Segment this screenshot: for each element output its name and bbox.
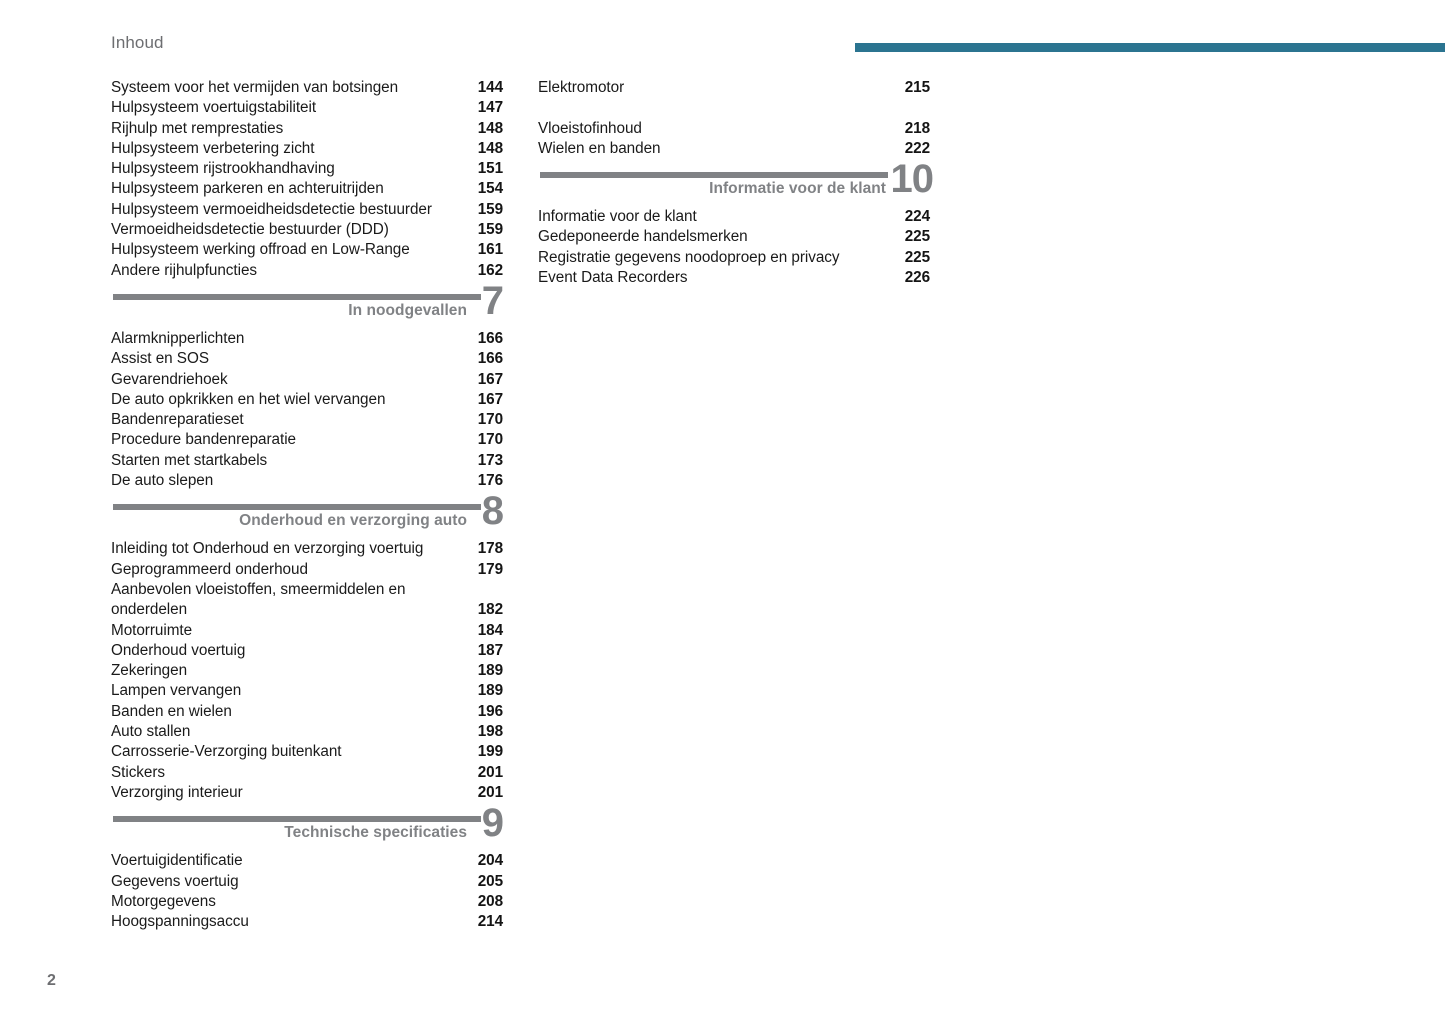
toc-entry-label: Systeem voor het vermijden van botsingen [111, 79, 399, 96]
toc-entry[interactable] [111, 471, 503, 491]
toc-entry-label: Hulpsysteem werking offroad en Low-Range [111, 241, 410, 259]
toc-entry-page-number: 199 [477, 743, 503, 761]
toc-entry-page-number: 201 [477, 763, 503, 781]
toc-entry-page-number: 151 [477, 160, 503, 178]
toc-entry-label: De auto opkrikken en het wiel vervangen [111, 390, 386, 408]
toc-entry[interactable] [111, 159, 503, 179]
header-accent-bar [855, 43, 1445, 52]
toc-lead-entries-right-2 [538, 119, 930, 160]
chapter-title: In noodgevallen [348, 301, 467, 319]
toc-entry-label: Alarmknipperlichten [111, 329, 245, 347]
toc-entry-page-number: 208 [477, 892, 503, 910]
page-header [0, 0, 1445, 58]
toc-entry-page-number: 148 [477, 119, 503, 137]
toc-entry[interactable] [111, 763, 503, 783]
chapter-title: Technische specificaties [284, 824, 467, 842]
toc-entry-page-number: 166 [477, 329, 503, 347]
chapter-rule [540, 172, 888, 178]
toc-entry[interactable] [111, 78, 503, 98]
toc-entry-label: Hoogspanningsaccu [111, 913, 249, 931]
toc-entry[interactable] [111, 200, 503, 220]
toc-entry-label: Gedeponeerde handelsmerken [538, 228, 748, 246]
toc-entry-label: Lampen vervangen [111, 682, 242, 700]
toc-entry-label: Gevarendriehoek [111, 370, 228, 388]
toc-entry-page-number: 196 [477, 702, 503, 720]
toc-entry-label: Motorruimte [111, 621, 193, 639]
toc-entry[interactable] [111, 119, 503, 139]
chapter-header [111, 803, 503, 851]
toc-entry-label: Inleiding tot Onderhoud en verzorging voertuig [111, 540, 424, 558]
toc-entry-page-number: 224 [904, 208, 930, 226]
toc-entry-label: Assist en SOS [111, 350, 209, 368]
chapter-header [538, 157, 933, 207]
toc-chapters-right [538, 157, 933, 288]
toc-entry-page-number: 144 [477, 79, 503, 96]
toc-entry[interactable] [111, 390, 503, 410]
toc-entry[interactable] [538, 78, 930, 98]
toc-entry[interactable] [111, 641, 503, 661]
page-title: Inhoud [111, 33, 164, 52]
column-gap-spacer [538, 98, 930, 118]
toc-entry-label: onderdelen [111, 601, 188, 619]
toc-entry-page-number: 198 [477, 723, 503, 741]
toc-entry[interactable] [111, 560, 503, 580]
toc-entry[interactable] [111, 98, 503, 118]
toc-entry-page-number: 189 [477, 682, 503, 700]
toc-entry-page-number: 189 [477, 662, 503, 680]
toc-entry-label: Gegevens voertuig [111, 872, 239, 890]
toc-entry-page-number: 214 [477, 913, 503, 931]
toc-lead-entries-left [111, 78, 503, 281]
toc-entry-label: Verzorging interieur [111, 783, 243, 801]
toc-entry-page-number: 178 [477, 540, 503, 558]
toc-entry[interactable] [538, 139, 930, 159]
toc-column-left [111, 78, 503, 932]
toc-entry[interactable] [111, 580, 503, 600]
toc-entry-page-number: 184 [477, 621, 503, 639]
chapter-rule [113, 294, 481, 300]
toc-entry[interactable] [538, 248, 930, 268]
chapter-number: 9 [481, 801, 503, 846]
toc-entry[interactable] [538, 268, 930, 288]
toc-entry-label: Banden en wielen [111, 702, 232, 720]
toc-entry[interactable] [111, 702, 503, 722]
toc-entry-page-number: 161 [477, 241, 503, 259]
toc-entry-page-number: 179 [477, 560, 503, 578]
toc-entry-page-number: 215 [904, 79, 930, 96]
toc-entry[interactable] [111, 349, 503, 369]
toc-entry[interactable] [111, 783, 503, 803]
toc-entry-page-number: 173 [477, 451, 503, 469]
toc-entry[interactable] [111, 722, 503, 742]
chapter-title: Informatie voor de klant [709, 180, 886, 198]
toc-entry[interactable] [111, 410, 503, 430]
chapter-title: Onderhoud en verzorging auto [239, 512, 467, 530]
toc-entry-page-number: 162 [477, 261, 503, 279]
toc-entry-label: Elektromotor [538, 79, 625, 96]
toc-entry-label: Carrosserie-Verzorging buitenkant [111, 743, 342, 761]
toc-entry-page-number: 182 [477, 601, 503, 619]
toc-entry-label: Motorgegevens [111, 892, 216, 910]
chapter-number: 7 [481, 278, 503, 323]
toc-entry-page-number: 167 [477, 370, 503, 388]
toc-entry-page-number: 159 [477, 200, 503, 218]
toc-entry[interactable] [111, 139, 503, 159]
toc-entry-page-number: 170 [477, 431, 503, 449]
toc-entry-label: Hulpsysteem verbetering zicht [111, 139, 315, 157]
toc-entry-label: Vermoeidheidsdetectie bestuurder (DDD) [111, 221, 389, 239]
chapter-header [111, 491, 503, 539]
toc-entry-label: Onderhoud voertuig [111, 641, 246, 659]
toc-entry[interactable] [538, 119, 930, 139]
toc-entry-label: Auto stallen [111, 723, 191, 741]
toc-entry-label: Hulpsysteem vermoeidheidsdetectie bestuurder [111, 200, 432, 218]
toc-chapters-left [111, 278, 503, 932]
toc-lead-entries-right-1 [538, 78, 930, 98]
toc-entry-page-number: 201 [477, 783, 503, 801]
toc-entry[interactable] [111, 179, 503, 199]
chapter-rule [113, 816, 481, 822]
toc-entry-label: Bandenreparatieset [111, 411, 244, 429]
toc-entry[interactable] [111, 912, 503, 932]
toc-entry-page-number: 204 [477, 852, 503, 870]
toc-entry-label: Hulpsysteem parkeren en achteruitrijden [111, 180, 384, 198]
chapter-entry-list [111, 539, 503, 803]
toc-entry[interactable] [111, 430, 503, 450]
toc-entry-label: Vloeistofinhoud [538, 119, 642, 137]
toc-entry-label: Event Data Recorders [538, 269, 688, 287]
toc-entry-label: Procedure bandenreparatie [111, 431, 296, 449]
toc-entry-label: Hulpsysteem rijstrookhandhaving [111, 160, 335, 178]
toc-entry[interactable] [111, 240, 503, 260]
toc-entry-page-number: 218 [904, 119, 930, 137]
chapter-number: 8 [481, 489, 503, 534]
toc-entry-label: Wielen en banden [538, 139, 661, 157]
toc-entry-page-number: 148 [477, 139, 503, 157]
toc-entry[interactable] [111, 539, 503, 559]
toc-entry[interactable] [111, 851, 503, 871]
toc-entry-label: Andere rijhulpfuncties [111, 261, 258, 279]
chapter-rule [113, 504, 481, 510]
toc-entry[interactable] [111, 370, 503, 390]
toc-entry-label: Voertuigidentificatie [111, 852, 243, 870]
toc-entry-page-number: 176 [477, 472, 503, 490]
toc-entry-label: Stickers [111, 763, 165, 781]
toc-entry[interactable] [111, 220, 503, 240]
toc-entry-label: Registratie gegevens noodoproep en privacy [538, 248, 840, 266]
toc-entry[interactable] [111, 451, 503, 471]
toc-entry-page-number: 225 [904, 248, 930, 266]
toc-entry[interactable] [111, 681, 503, 701]
toc-entry-label: Starten met startkabels [111, 451, 268, 469]
toc-entry-label: Hulpsysteem voertuigstabiliteit [111, 99, 317, 117]
toc-entry[interactable] [538, 227, 930, 247]
chapter-entry-list [111, 329, 503, 491]
toc-entry-page-number: 170 [477, 411, 503, 429]
toc-entry[interactable] [111, 661, 503, 681]
toc-entry-page-number: 222 [904, 139, 930, 157]
toc-column-right [538, 78, 933, 288]
toc-entry-page-number: 167 [477, 390, 503, 408]
toc-entry-label: De auto slepen [111, 472, 214, 490]
toc-entry-label: Informatie voor de klant [538, 208, 697, 226]
toc-entry[interactable] [111, 329, 503, 349]
toc-entry-label: Geprogrammeerd onderhoud [111, 560, 308, 578]
toc-entry[interactable] [111, 742, 503, 762]
toc-entry-page-number: 159 [477, 221, 503, 239]
toc-entry-page-number: 166 [477, 350, 503, 368]
chapter-header [111, 278, 503, 329]
toc-entry[interactable] [111, 621, 503, 641]
chapter-entry-list [111, 851, 503, 932]
toc-entry[interactable] [111, 892, 503, 912]
toc-entry-page-number: 225 [904, 228, 930, 246]
toc-entry-label: Zekeringen [111, 662, 188, 680]
page-number: 2 [47, 972, 56, 989]
chapter-number: 10 [890, 157, 933, 202]
chapter-entry-list [538, 207, 930, 288]
toc-entry[interactable] [538, 207, 930, 227]
toc-entry-page-number: 147 [477, 99, 503, 117]
toc-entry[interactable] [111, 600, 503, 620]
toc-entry-label: Aanbevolen vloeistoffen, smeermiddelen en [111, 580, 406, 598]
toc-entry-label: Rijhulp met remprestaties [111, 119, 284, 137]
toc-entry-page-number: 205 [477, 872, 503, 890]
toc-entry-page-number: 187 [477, 641, 503, 659]
toc-entry[interactable] [111, 261, 503, 281]
toc-entry-page-number: 154 [477, 180, 503, 198]
toc-entry-page-number: 226 [904, 269, 930, 287]
toc-entry[interactable] [111, 872, 503, 892]
